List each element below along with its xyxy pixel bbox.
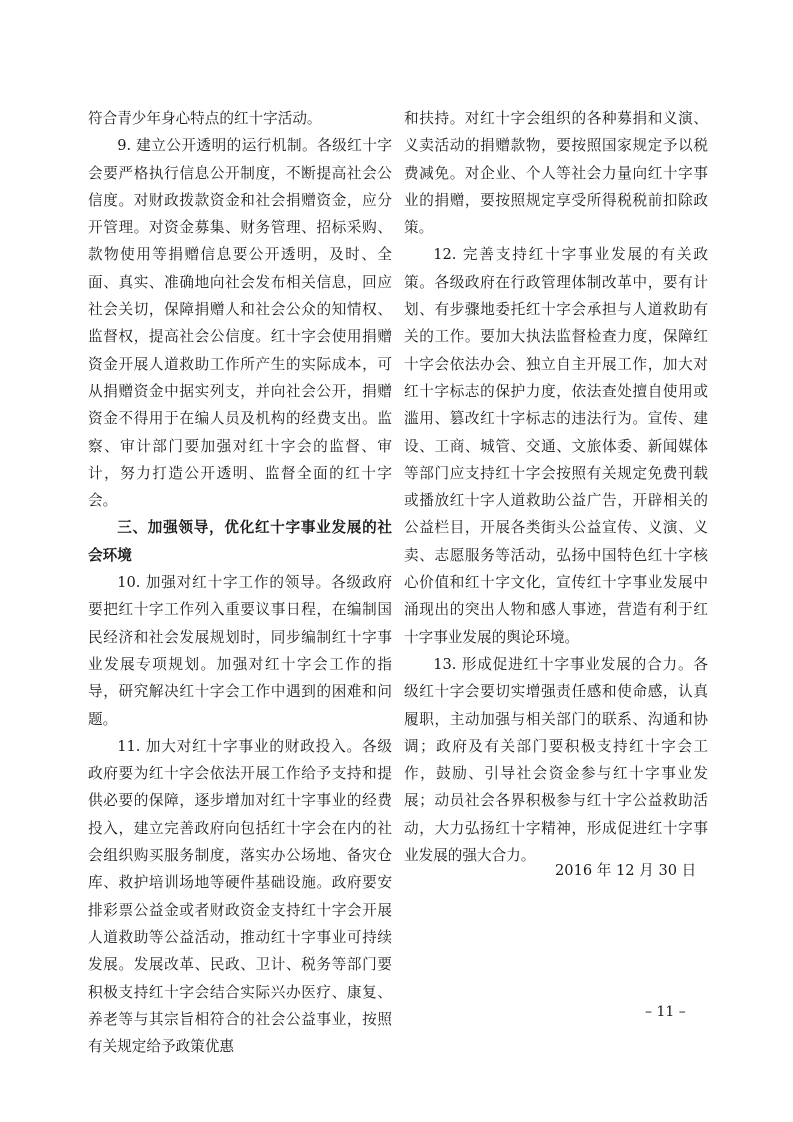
paragraph: 13. 形成促进红十字事业发展的合力。各级红十字会要切实增强责任感和使命感，认真履职，主动加强与相关部门的联系、沟通和协调；政府及有关部门要积极支持红十字会工作，鼓励、引导社会资金参与红十字事业发展；动员社会各界积极参与红十字公益救助活动，大力弘扬红十字精神，形成促进红十字事业发展的强大合力。: [404, 655, 708, 865]
section-heading: 三、加强领导，优化红十字事业发展的社会环境: [88, 519, 392, 564]
paragraph: 10. 加强对红十字工作的领导。各级政府要把红十字工作列入重要议事日程，在编制国民经济和社会发展规划时，同步编制红十字事业发展专项规划。加强对红十字会工作的指导，研究解决红十字会工作中遇到的困难和问题。: [88, 574, 392, 728]
paragraph: 12. 完善支持红十字事业发展的有关政策。各级政府在行政管理体制改革中，要有计划、有步骤地委托红十字会承担与人道救助有关的工作。要加大执法监督检查力度，保障红十字会依法办会、独立自主开展工作，加大对红十字标志的保护力度，依法查处擅自使用或滥用、篡改红十字标志的违法行为。宣传、建设、工商、城管、交通、文旅体委、新闻媒体等部门应支持红十字会按照有关规定免费刊载或播放红十字人道救助公益广告，开辟相关的公益栏目，开展各类街头公益宣传、义演、义卖、志愿服务等活动，弘扬中国特色红十字核心价值和红十字文化，宣传红十字事业发展中涌现出的突出人物和感人事迹，营造有利于红十字事业发展的舆论环境。: [404, 246, 708, 646]
paragraph: 和扶持。对红十字会组织的各种募捐和义演、义卖活动的捐赠款物，要按照国家规定予以税费减免。对企业、个人等社会力量向红十字事业的捐赠，要按照规定享受所得税税前扣除政策。: [404, 110, 708, 237]
page-number: – 11 –: [645, 1004, 686, 1020]
left-column: [88, 105, 392, 1060]
right-column: [404, 105, 708, 869]
paragraph: 9. 建立公开透明的运行机制。各级红十字会要严格执行信息公开制度，不断提高社会公信度。对财政拨款资金和社会捐赠资金，应分开管理。对资金募集、财务管理、招标采购、款物使用等捐赠信息要公开透明，及时、全面、真实、准确地向社会发布相关信息，回应社会关切，保障捐赠人和社会公众的知情权、监督权，提高社会公信度。红十字会使用捐赠资金开展人道救助工作所产生的实际成本，可从捐赠资金中据实列支，并向社会公开，捐赠资金不得用于在编人员及机构的经费支出。监察、审计部门要加强对红十字会的监督、审计，努力打造公开透明、监督全面的红十字会。: [88, 137, 392, 510]
document-date: 2016 年 12 月 30 日: [555, 862, 697, 879]
paragraph: 符合青少年身心特点的红十字活动。: [88, 110, 322, 127]
paragraph: 11. 加大对红十字事业的财政投入。各级政府要为红十字会依法开展工作给予支持和提供必要的保障，逐步增加对红十字事业的经费投入，建立完善政府向包括红十字会在内的社会组织购买服务制度，落实办公场地、备灾仓库、救护培训场地等硬件基础设施。政府要安排彩票公益金或者财政资金支持红十字会开展人道救助等公益活动，推动红十字事业可持续发展。发展改革、民政、卫计、税务等部门要积极支持红十字会结合实际兴办医疗、康复、养老等与其宗旨相符合的社会公益事业，按照有关规定给予政策优惠: [88, 737, 392, 1056]
